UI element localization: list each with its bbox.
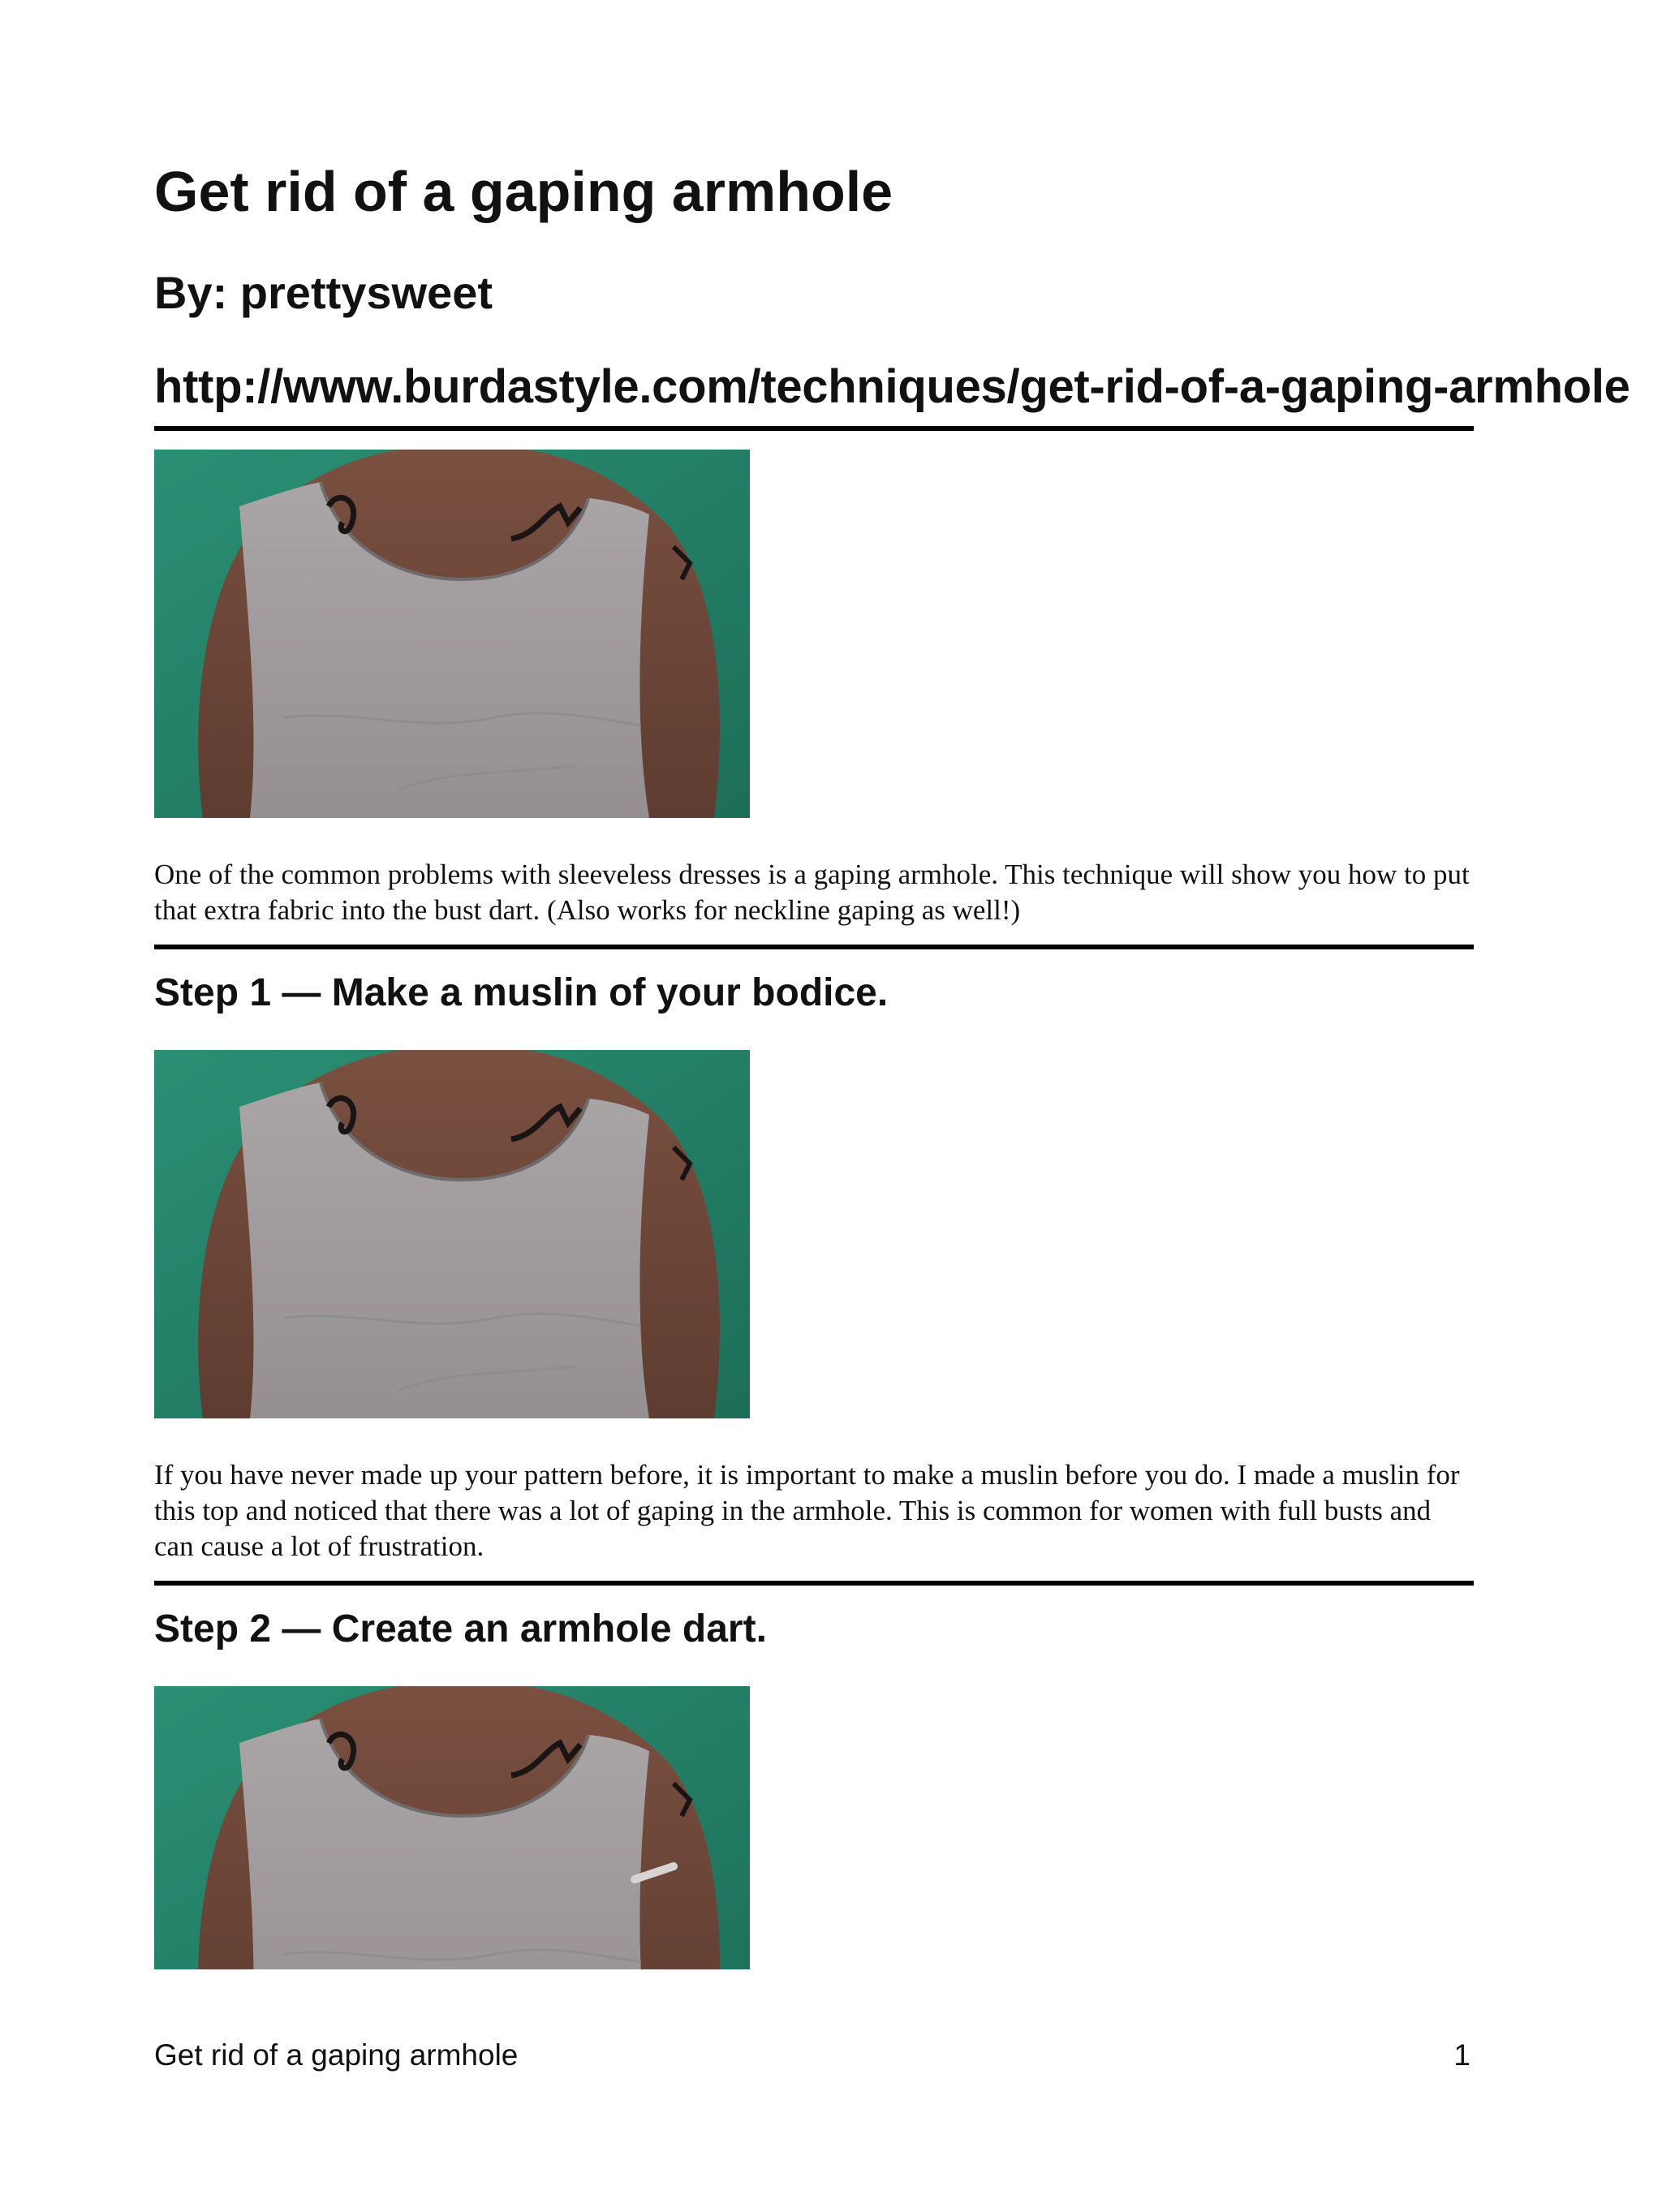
step-1-photo xyxy=(154,1050,750,1418)
author-byline: By: prettysweet xyxy=(154,267,493,318)
divider xyxy=(154,1581,1474,1586)
source-url: http://www.burdastyle.com/techniques/get-rid-of-a-gaping-armhole xyxy=(154,360,1630,413)
step-1-text: If you have never made up your pattern before, it is important to make a muslin before you do. I made a muslin for this top and noticed that there was a lot of gaping in the armhole. This is common for women with full busts and can cause a lot of frustration. xyxy=(154,1459,1460,1562)
intro-photo xyxy=(154,450,750,818)
intro-text: One of the common problems with sleeveless dresses is a gaping armhole. This technique will show you how to put that extra fabric into the bust dart. (Also works for neckline gaping as well!) xyxy=(154,859,1470,926)
footer-title: Get rid of a gaping armhole xyxy=(154,2038,519,2072)
step-1-heading: Step 1 — Make a muslin of your bodice. xyxy=(154,971,889,1014)
page-number: 1 xyxy=(1453,2038,1470,2072)
divider xyxy=(154,945,1474,949)
divider xyxy=(154,426,1474,431)
page-title: Get rid of a gaping armhole xyxy=(154,160,893,223)
step-2-photo xyxy=(154,1686,750,1969)
step-2-heading: Step 2 — Create an armhole dart. xyxy=(154,1607,767,1650)
